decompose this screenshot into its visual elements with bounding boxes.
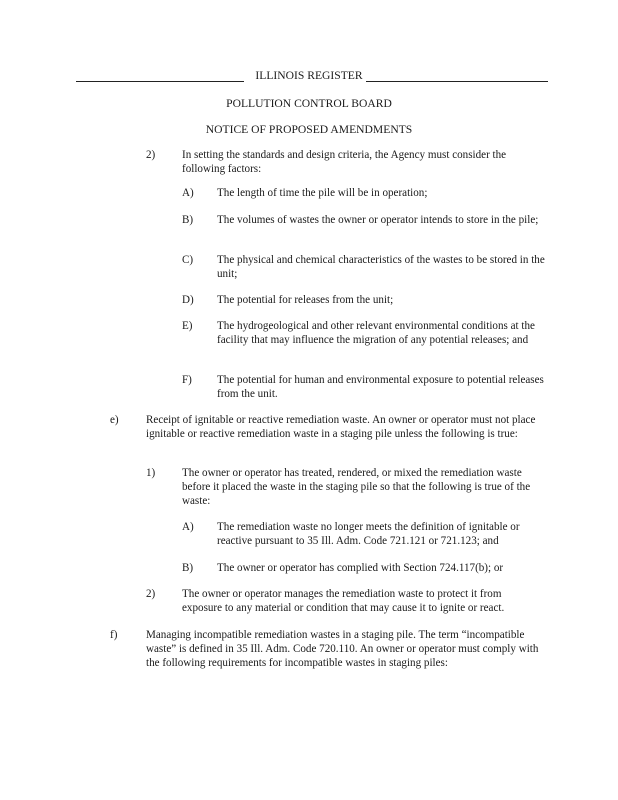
header-rule-right [366, 81, 548, 82]
factor-a-text: The length of time the pile will be in operation; [217, 187, 428, 199]
factor-e-text: The hydrogeological and other relevant environmental conditions at the facility that may influence the migration of any potential releases; and [217, 320, 535, 347]
section-e-text: Receipt of ignitable or reactive remediation waste. An owner or operator must not place ignitable or reactive remediation waste in a staging pile unless the following is true: [146, 414, 536, 441]
factor-e-label: E) [182, 320, 193, 332]
factor-c-label: C) [182, 254, 194, 266]
section-e-item-2-text: The owner or operator manages the remediation waste to protect it from exposure to any material or condition that may cause it to ignite or react. [182, 588, 505, 615]
factor-d-text: The potential for releases from the unit; [217, 294, 394, 306]
factor-f-label: F) [182, 374, 192, 386]
board-title: POLLUTION CONTROL BOARD [226, 97, 392, 110]
factor-f-text: The potential for human and environmental exposure to potential releases from the unit. [217, 374, 544, 401]
section-e-item-1-label: 1) [146, 467, 156, 479]
section-e-sub-b-text: The owner or operator has complied with Section 724.117(b); or [217, 562, 504, 574]
section-e-sub-a-label: A) [182, 521, 194, 533]
item-2-text: In setting the standards and design criteria, the Agency must consider the following factors: [182, 149, 507, 176]
item-2-label: 2) [146, 149, 156, 161]
section-f-label: f) [110, 629, 118, 641]
factor-c-text: The physical and chemical characteristics of the wastes to be stored in the unit; [217, 254, 545, 281]
section-e-label: e) [110, 414, 119, 426]
section-e-item-1-text: The owner or operator has treated, rendered, or mixed the remediation waste before it placed the waste in the staging pile so that the following is true of the waste: [182, 467, 531, 508]
section-e-sub-a-text: The remediation waste no longer meets the definition of ignitable or reactive pursuant to 35 Ill. Adm. Code 721.121 or 721.123; and [217, 521, 520, 548]
factor-b-text: The volumes of wastes the owner or operator intends to store in the pile; [217, 214, 539, 226]
section-f-text: Managing incompatible remediation wastes in a staging pile. The term “incompatible waste” is defined in 35 Ill. Adm. Code 720.110. An owner or operator must comply with the following requirements for incompatible wastes in staging piles: [146, 629, 539, 670]
notice-title: NOTICE OF PROPOSED AMENDMENTS [205, 123, 413, 136]
factor-d-label: D) [182, 294, 194, 306]
section-e-sub-b-label: B) [182, 562, 194, 574]
factor-b-label: B) [182, 214, 194, 226]
factor-a-label: A) [182, 187, 194, 199]
register-title: ILLINOIS REGISTER [255, 69, 363, 82]
section-e-item-2-label: 2) [146, 588, 156, 600]
